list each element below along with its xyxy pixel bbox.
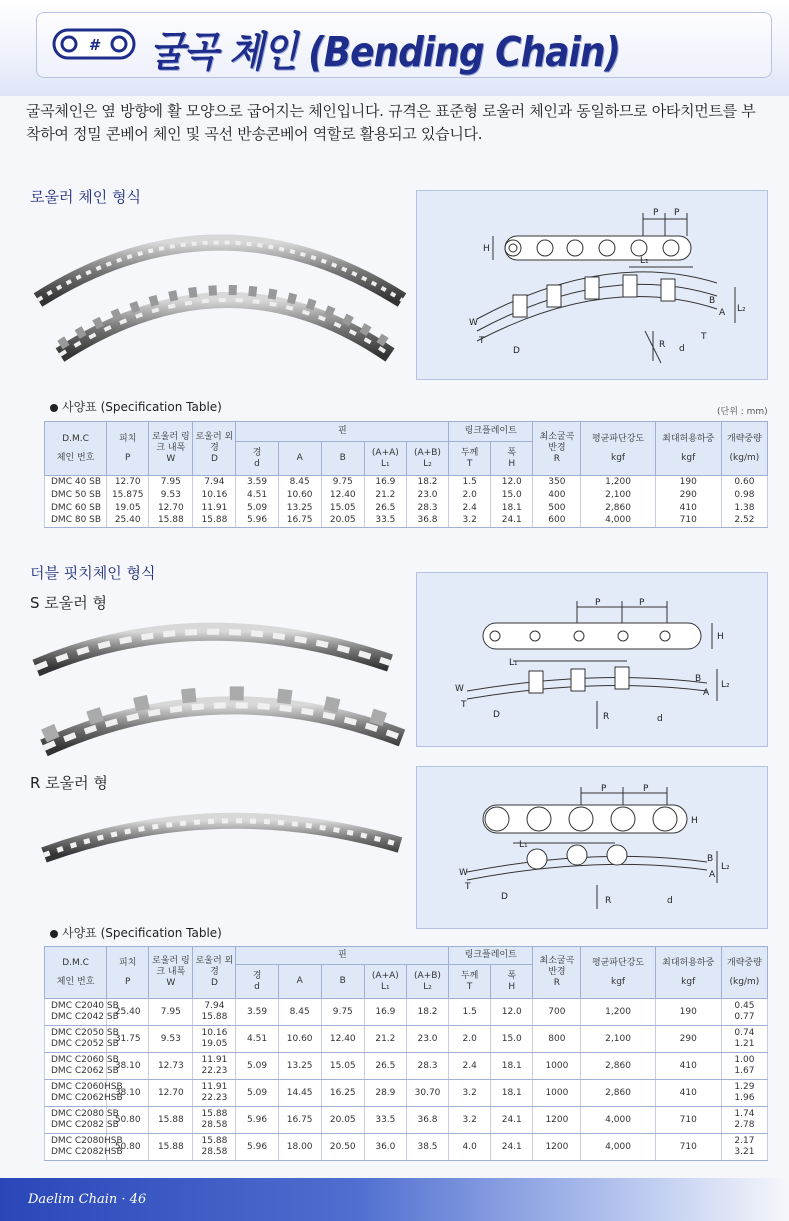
svg-text:P: P bbox=[674, 208, 680, 218]
table-cell: 15.875 bbox=[107, 489, 149, 502]
table-cell: 24.1 bbox=[491, 515, 533, 528]
table-cell: 5.09 bbox=[236, 502, 278, 515]
table-cell: 190 bbox=[655, 999, 721, 1026]
col-a: A bbox=[278, 965, 321, 999]
col-thickness: 두께 T bbox=[449, 965, 491, 999]
table-cell: 3.59 bbox=[236, 476, 278, 489]
table-cell: 4,000 bbox=[581, 1134, 655, 1161]
svg-text:L₁: L₁ bbox=[509, 658, 518, 668]
table-cell: 18.00 bbox=[278, 1134, 321, 1161]
unit-label: (단위 : mm) bbox=[717, 407, 768, 417]
table-cell: 12.70 bbox=[149, 502, 193, 515]
col-weight: 개략중량 (kg/m) bbox=[721, 947, 767, 999]
col-roller-inner: 로울러 링크 내폭 W bbox=[149, 947, 193, 999]
spec-table-label-2: 사양표 (Specification Table) bbox=[50, 924, 222, 941]
table-cell: 14.45 bbox=[278, 1080, 321, 1107]
table-cell: 18.1 bbox=[491, 1053, 533, 1080]
table-cell: 7.94 15.88 bbox=[193, 999, 236, 1026]
col-l2: (A+B) L₂ bbox=[406, 965, 448, 999]
s-roller-diagram bbox=[416, 572, 768, 747]
svg-text:A: A bbox=[703, 688, 710, 698]
table-cell: 1200 bbox=[533, 1134, 581, 1161]
table-cell: DMC 60 SB bbox=[45, 502, 107, 515]
col-pin-dia: 경 d bbox=[236, 442, 278, 476]
col-max-load: 최대허용하중 kgf bbox=[655, 422, 721, 476]
table-cell: 3.2 bbox=[449, 515, 491, 528]
table-cell: 0.74 1.21 bbox=[721, 1026, 767, 1053]
col-dmc: D.M.C 체인 번호 bbox=[45, 947, 107, 999]
spec-table-roller bbox=[44, 421, 768, 528]
table-cell: 410 bbox=[655, 1053, 721, 1080]
svg-text:P: P bbox=[601, 784, 607, 794]
table-cell: 18.1 bbox=[491, 502, 533, 515]
svg-text:B: B bbox=[695, 674, 702, 684]
svg-text:B: B bbox=[709, 296, 716, 306]
table-cell: 1,200 bbox=[581, 476, 655, 489]
table-cell: 19.05 bbox=[107, 502, 149, 515]
table-cell: 0.98 bbox=[721, 489, 767, 502]
table-cell: 50.80 bbox=[107, 1134, 149, 1161]
table-cell: 10.60 bbox=[278, 489, 321, 502]
table-cell: 12.40 bbox=[321, 1026, 364, 1053]
footer-brand: Daelim Chain · 46 bbox=[28, 1192, 147, 1207]
svg-text:W: W bbox=[469, 318, 478, 328]
table-cell: 2.4 bbox=[449, 502, 491, 515]
svg-text:L₂: L₂ bbox=[737, 304, 746, 314]
table-cell: 1.5 bbox=[449, 999, 491, 1026]
svg-text:P: P bbox=[595, 598, 601, 608]
table-cell: 1,200 bbox=[581, 999, 655, 1026]
table-cell: 2.0 bbox=[449, 1026, 491, 1053]
table-row bbox=[45, 1134, 768, 1161]
table-cell: 12.70 bbox=[149, 1080, 193, 1107]
table-row bbox=[45, 1026, 768, 1053]
table-cell: 1.00 1.67 bbox=[721, 1053, 767, 1080]
table-cell: 1000 bbox=[533, 1080, 581, 1107]
table-cell: 20.05 bbox=[321, 1107, 364, 1134]
table-cell: 410 bbox=[655, 502, 721, 515]
svg-text:D: D bbox=[493, 710, 500, 720]
bullet-icon bbox=[50, 404, 58, 412]
svg-text:A: A bbox=[709, 870, 716, 880]
svg-text:W: W bbox=[455, 684, 464, 694]
table-cell: 8.45 bbox=[278, 999, 321, 1026]
svg-text:H: H bbox=[717, 632, 724, 642]
col-pin: 핀 bbox=[236, 422, 449, 442]
table-cell: 12.0 bbox=[491, 999, 533, 1026]
table-row bbox=[45, 1107, 768, 1134]
table-cell: 1.5 bbox=[449, 476, 491, 489]
table-cell: 5.96 bbox=[236, 515, 278, 528]
table-cell: 15.0 bbox=[491, 1026, 533, 1053]
table-cell: DMC C2040 SB DMC C2042 SB bbox=[45, 999, 107, 1026]
svg-text:R: R bbox=[659, 340, 666, 350]
table-cell: 7.95 bbox=[149, 476, 193, 489]
table-cell: 5.96 bbox=[236, 1134, 278, 1161]
table-cell: 4.0 bbox=[449, 1134, 491, 1161]
col-link-plate: 링크플레이트 bbox=[449, 422, 533, 442]
table-cell: 700 bbox=[533, 999, 581, 1026]
table-cell: 9.53 bbox=[149, 1026, 193, 1053]
table-cell: DMC 40 SB bbox=[45, 476, 107, 489]
table-cell: 13.25 bbox=[278, 1053, 321, 1080]
chain-link-logo-icon bbox=[52, 26, 136, 62]
table-row bbox=[45, 1080, 768, 1107]
svg-text:L₁: L₁ bbox=[519, 840, 528, 850]
table-cell: 0.45 0.77 bbox=[721, 999, 767, 1026]
svg-text:A: A bbox=[719, 308, 726, 318]
table-cell: 36.0 bbox=[364, 1134, 406, 1161]
table-cell: 9.75 bbox=[321, 476, 364, 489]
svg-text:L₂: L₂ bbox=[721, 862, 730, 872]
table-cell: 2,860 bbox=[581, 1080, 655, 1107]
table-cell: 5.09 bbox=[236, 1080, 278, 1107]
svg-text:P: P bbox=[639, 598, 645, 608]
section-double-pitch-title: 더블 핏치체인 형식 bbox=[30, 564, 156, 582]
table-cell: 25.40 bbox=[107, 515, 149, 528]
table-cell: 2,860 bbox=[581, 502, 655, 515]
table-cell: 36.8 bbox=[406, 515, 448, 528]
table-cell: DMC C2080HSB DMC C2082HSB bbox=[45, 1134, 107, 1161]
svg-text:L₁: L₁ bbox=[640, 256, 649, 266]
table-cell: 4.51 bbox=[236, 489, 278, 502]
table-cell: 16.9 bbox=[364, 476, 406, 489]
col-pin: 핀 bbox=[236, 947, 449, 965]
table-cell: 3.2 bbox=[449, 1107, 491, 1134]
table-cell: 7.94 bbox=[193, 476, 236, 489]
table-cell: 11.91 22.23 bbox=[193, 1080, 236, 1107]
table-cell: 12.40 bbox=[321, 489, 364, 502]
col-avg-strength: 평균파단강도 kgf bbox=[581, 422, 655, 476]
table-cell: DMC C2080 SB DMC C2082 SB bbox=[45, 1107, 107, 1134]
svg-text:W: W bbox=[459, 868, 468, 878]
subsection-s-roller: S 로울러 형 bbox=[30, 594, 108, 612]
table-cell: 3.2 bbox=[449, 1080, 491, 1107]
table-cell: 38.5 bbox=[406, 1134, 448, 1161]
table-row bbox=[45, 515, 768, 528]
page-title: 굴곡 체인 (Bending Chain) bbox=[150, 29, 620, 77]
page-number: 46 bbox=[129, 1192, 147, 1207]
col-link-plate: 링크플레이트 bbox=[449, 947, 533, 965]
intro-paragraph: 굴곡체인은 옆 방향에 활 모양으로 굽어지는 체인입니다. 규격은 표준형 로울러 체인과 동일하므로 아타치먼트를 부착하여 정밀 콘베어 체인 및 곡선 반송콘베어 역할로 활용되고 있습니다. bbox=[26, 102, 756, 143]
table-cell: 18.1 bbox=[491, 1080, 533, 1107]
col-min-radius: 최소굴곡 반경 R bbox=[533, 422, 581, 476]
table-cell: 600 bbox=[533, 515, 581, 528]
table-cell: 21.2 bbox=[364, 1026, 406, 1053]
table-cell: 13.25 bbox=[278, 502, 321, 515]
table-cell: 15.05 bbox=[321, 1053, 364, 1080]
table-cell: 15.88 bbox=[149, 515, 193, 528]
svg-text:T: T bbox=[465, 882, 471, 892]
col-roller-inner: 로울러 링크 내폭 W bbox=[149, 422, 193, 476]
table-cell: DMC 50 SB bbox=[45, 489, 107, 502]
table-cell: 9.53 bbox=[149, 489, 193, 502]
svg-text:B: B bbox=[707, 854, 714, 864]
table-cell: 15.88 28.58 bbox=[193, 1134, 236, 1161]
table-cell: 30.70 bbox=[406, 1080, 448, 1107]
table-cell: DMC C2060 SB DMC C2062 SB bbox=[45, 1053, 107, 1080]
table-cell: 33.5 bbox=[364, 1107, 406, 1134]
col-width: 폭 H bbox=[491, 442, 533, 476]
svg-text:d: d bbox=[657, 714, 663, 724]
table-cell: 2,100 bbox=[581, 1026, 655, 1053]
svg-text:d: d bbox=[679, 344, 685, 354]
col-avg-strength: 평균파단강도 kgf bbox=[581, 947, 655, 999]
svg-text:R: R bbox=[605, 896, 612, 906]
table-cell: 800 bbox=[533, 1026, 581, 1053]
table-cell: 5.09 bbox=[236, 1053, 278, 1080]
table-cell: 21.2 bbox=[364, 489, 406, 502]
table-cell: 4,000 bbox=[581, 515, 655, 528]
table-row bbox=[45, 502, 768, 515]
svg-text:T: T bbox=[461, 700, 467, 710]
table-cell: 10.16 bbox=[193, 489, 236, 502]
table-cell: 11.91 22.23 bbox=[193, 1053, 236, 1080]
table-cell: 290 bbox=[655, 489, 721, 502]
col-pitch: 피치 P bbox=[107, 422, 149, 476]
table-cell: 5.96 bbox=[236, 1107, 278, 1134]
svg-text:P: P bbox=[643, 784, 649, 794]
table-cell: 12.70 bbox=[107, 476, 149, 489]
table-cell: 15.0 bbox=[491, 489, 533, 502]
table-cell: 15.88 28.58 bbox=[193, 1107, 236, 1134]
table-cell: 16.9 bbox=[364, 999, 406, 1026]
table-cell: 4,000 bbox=[581, 1107, 655, 1134]
svg-text:H: H bbox=[483, 244, 490, 254]
table-cell: 2.52 bbox=[721, 515, 767, 528]
spec-table-double-pitch bbox=[44, 946, 768, 1161]
col-roller-dia: 로울러 외경 D bbox=[193, 422, 236, 476]
table-cell: 36.8 bbox=[406, 1107, 448, 1134]
table-cell: 28.3 bbox=[406, 502, 448, 515]
table-cell: 18.2 bbox=[406, 476, 448, 489]
col-width: 폭 H bbox=[491, 965, 533, 999]
table-cell: 20.05 bbox=[321, 515, 364, 528]
table-cell: 26.5 bbox=[364, 1053, 406, 1080]
table-row bbox=[45, 489, 768, 502]
table-cell: 2,100 bbox=[581, 489, 655, 502]
table-row bbox=[45, 999, 768, 1026]
table-cell: 26.5 bbox=[364, 502, 406, 515]
table-cell: 15.88 bbox=[149, 1134, 193, 1161]
table-cell: 710 bbox=[655, 515, 721, 528]
table-cell: 400 bbox=[533, 489, 581, 502]
table-cell: 10.60 bbox=[278, 1026, 321, 1053]
table-cell: 12.0 bbox=[491, 476, 533, 489]
table-cell: 31.75 bbox=[107, 1026, 149, 1053]
table-cell: 350 bbox=[533, 476, 581, 489]
table-row bbox=[45, 476, 768, 489]
table-cell: 33.5 bbox=[364, 515, 406, 528]
r-roller-diagram bbox=[416, 766, 768, 929]
col-pitch: 피치 P bbox=[107, 947, 149, 999]
table-cell: 290 bbox=[655, 1026, 721, 1053]
table-cell: 38.10 bbox=[107, 1080, 149, 1107]
col-roller-dia: 로울러 외경 D bbox=[193, 947, 236, 999]
col-b: B bbox=[321, 442, 364, 476]
table-cell: 15.88 bbox=[149, 1107, 193, 1134]
table-cell: 410 bbox=[655, 1080, 721, 1107]
table-cell: 16.75 bbox=[278, 1107, 321, 1134]
table-cell: 710 bbox=[655, 1107, 721, 1134]
table-cell: 24.1 bbox=[491, 1134, 533, 1161]
table-cell: 3.59 bbox=[236, 999, 278, 1026]
table-cell: 9.75 bbox=[321, 999, 364, 1026]
table-cell: DMC C2050 SB DMC C2052 SB bbox=[45, 1026, 107, 1053]
svg-text:L₂: L₂ bbox=[721, 680, 730, 690]
table-cell: 1.29 1.96 bbox=[721, 1080, 767, 1107]
col-max-load: 최대허용하중 kgf bbox=[655, 947, 721, 999]
table-cell: 18.2 bbox=[406, 999, 448, 1026]
table-cell: 2,860 bbox=[581, 1053, 655, 1080]
col-thickness: 두께 T bbox=[449, 442, 491, 476]
table-cell: 1.38 bbox=[721, 502, 767, 515]
bullet-icon bbox=[50, 930, 58, 938]
table-cell: DMC 80 SB bbox=[45, 515, 107, 528]
svg-text:d: d bbox=[667, 896, 673, 906]
svg-text:#: # bbox=[88, 36, 100, 54]
table-cell: 16.75 bbox=[278, 515, 321, 528]
table-cell: 500 bbox=[533, 502, 581, 515]
roller-chain-diagram bbox=[416, 190, 768, 380]
table-cell: 23.0 bbox=[406, 1026, 448, 1053]
svg-text:D: D bbox=[513, 346, 520, 356]
table-cell: 7.95 bbox=[149, 999, 193, 1026]
roller-chain-photo bbox=[30, 205, 410, 390]
col-l2: (A+B) L₂ bbox=[406, 442, 448, 476]
table-cell: 25.40 bbox=[107, 999, 149, 1026]
table-cell: 28.9 bbox=[364, 1080, 406, 1107]
table-cell: DMC C2060HSB DMC C2062HSB bbox=[45, 1080, 107, 1107]
table-cell: 1000 bbox=[533, 1053, 581, 1080]
svg-text:H: H bbox=[691, 816, 698, 826]
table-cell: 15.05 bbox=[321, 502, 364, 515]
col-pin-dia: 경 d bbox=[236, 965, 278, 999]
table-cell: 50.80 bbox=[107, 1107, 149, 1134]
table-cell: 38.10 bbox=[107, 1053, 149, 1080]
table-cell: 0.60 bbox=[721, 476, 767, 489]
col-l1: (A+A) L₁ bbox=[364, 442, 406, 476]
table-cell: 28.3 bbox=[406, 1053, 448, 1080]
table-cell: 10.16 19.05 bbox=[193, 1026, 236, 1053]
table-cell: 1200 bbox=[533, 1107, 581, 1134]
table-cell: 23.0 bbox=[406, 489, 448, 502]
table-cell: 710 bbox=[655, 1134, 721, 1161]
table-cell: 2.17 3.21 bbox=[721, 1134, 767, 1161]
table-cell: 4.51 bbox=[236, 1026, 278, 1053]
table-cell: 16.25 bbox=[321, 1080, 364, 1107]
svg-text:T: T bbox=[479, 336, 485, 346]
col-b: B bbox=[321, 965, 364, 999]
table-cell: 2.4 bbox=[449, 1053, 491, 1080]
r-roller-chain-photo bbox=[38, 800, 408, 870]
table-cell: 12.73 bbox=[149, 1053, 193, 1080]
table-cell: 190 bbox=[655, 476, 721, 489]
col-min-radius: 최소굴곡 반경 R bbox=[533, 947, 581, 999]
s-roller-chain-photo bbox=[30, 608, 410, 758]
svg-text:T: T bbox=[701, 332, 707, 342]
col-l1: (A+A) L₁ bbox=[364, 965, 406, 999]
spec-table-label-1: 사양표 (Specification Table) bbox=[50, 398, 222, 415]
table-cell: 15.88 bbox=[193, 515, 236, 528]
col-a: A bbox=[278, 442, 321, 476]
table-cell: 1.74 2.78 bbox=[721, 1107, 767, 1134]
col-dmc: D.M.C 체인 번호 bbox=[45, 422, 107, 476]
table-cell: 11.91 bbox=[193, 502, 236, 515]
table-row bbox=[45, 1053, 768, 1080]
svg-text:R: R bbox=[603, 712, 610, 722]
table-cell: 20.50 bbox=[321, 1134, 364, 1161]
table-cell: 8.45 bbox=[278, 476, 321, 489]
svg-text:D: D bbox=[501, 892, 508, 902]
subsection-r-roller: R 로울러 형 bbox=[30, 774, 108, 792]
section-roller-chain-title: 로울러 체인 형식 bbox=[30, 188, 141, 206]
table-cell: 24.1 bbox=[491, 1107, 533, 1134]
col-weight: 개략중량 (kg/m) bbox=[721, 422, 767, 476]
table-cell: 2.0 bbox=[449, 489, 491, 502]
svg-text:P: P bbox=[653, 208, 659, 218]
